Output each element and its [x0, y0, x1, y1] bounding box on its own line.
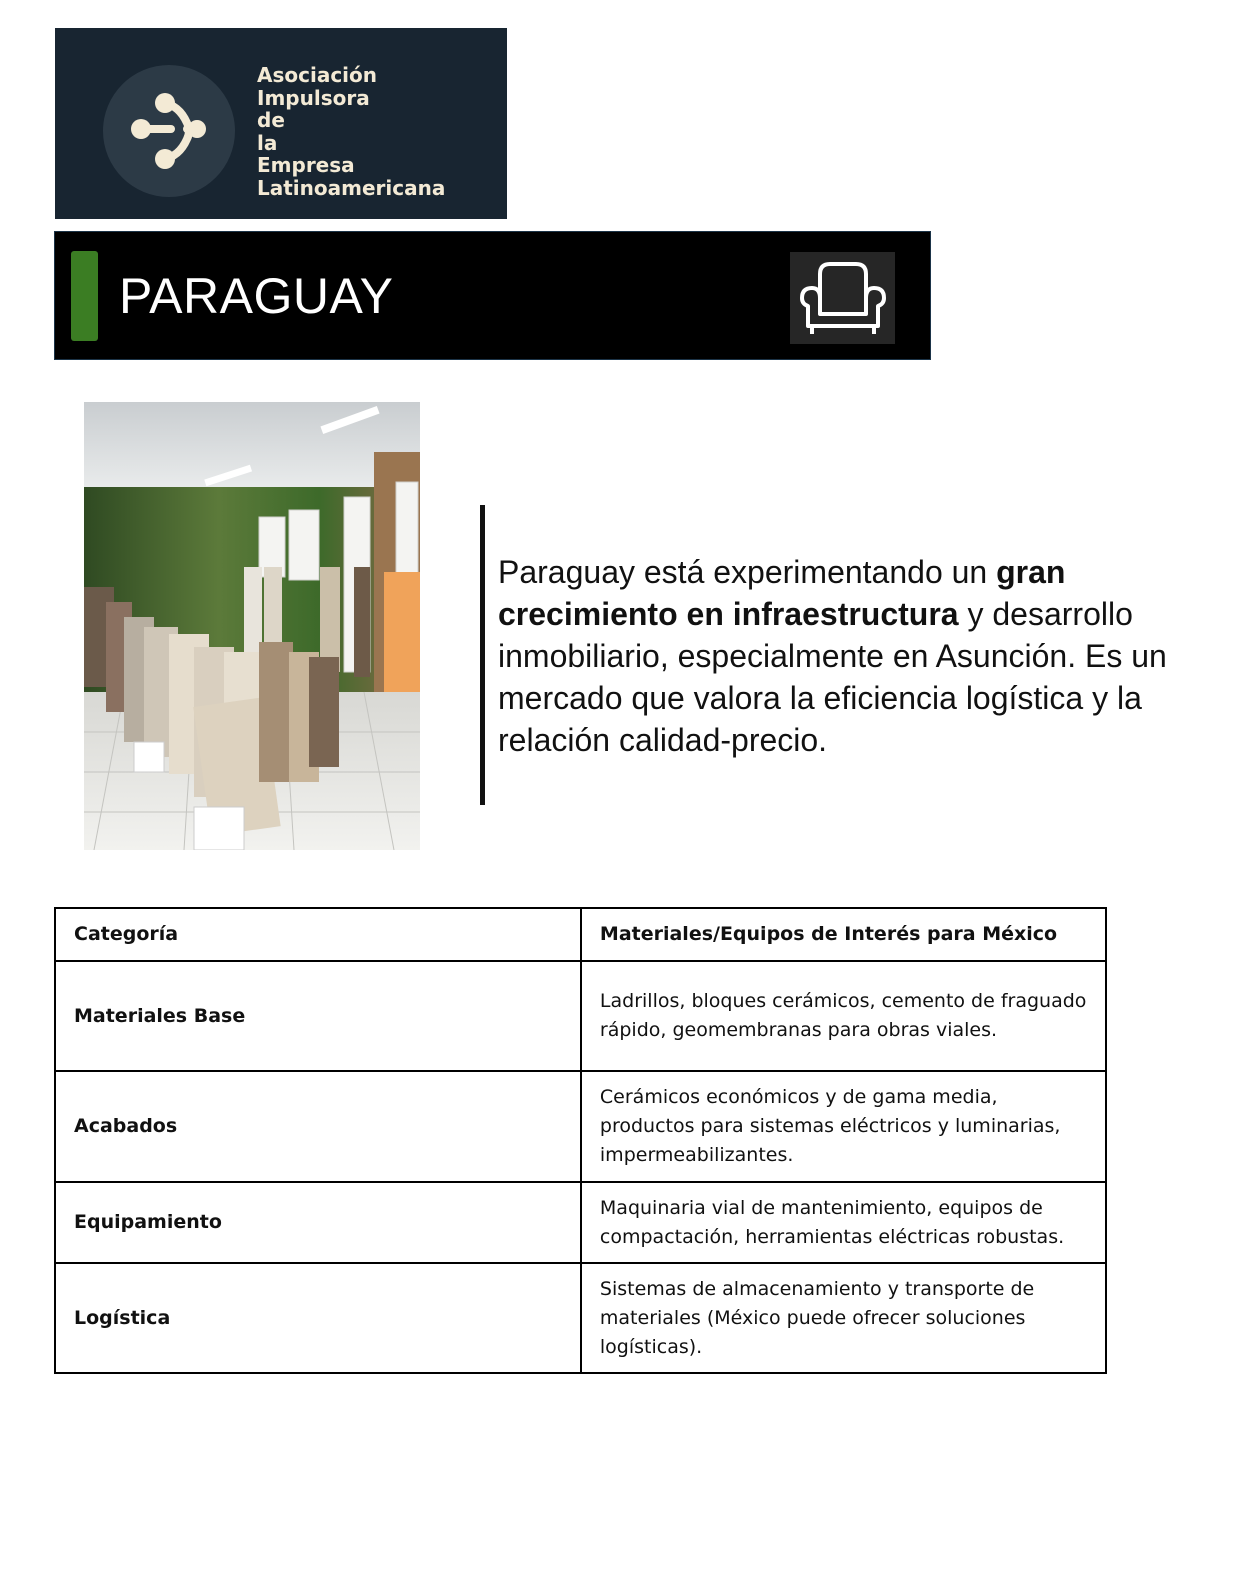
logo-line: Impulsora — [257, 85, 370, 110]
logo-line: de — [257, 108, 285, 132]
items-cell: Ladrillos, bloques cerámicos, cemento de fraguado rápido, geomembranas para obras viales. — [581, 961, 1106, 1071]
table-row — [55, 961, 1106, 1071]
page-title: PARAGUAY — [119, 268, 394, 324]
category-cell: Equipamiento — [55, 1182, 581, 1263]
organization-logo — [55, 28, 507, 219]
category-cell: Logística — [55, 1263, 581, 1373]
items-cell: Sistemas de almacenamiento y transporte de materiales (México puede ofrecer soluciones logísticas). — [581, 1263, 1106, 1373]
accent-stripe — [71, 251, 98, 341]
intro-emphasis: gran crecimiento en infraestructura — [498, 554, 1066, 632]
logo-line: la — [257, 130, 278, 155]
category-cell: Acabados — [55, 1071, 581, 1182]
quote-rule — [480, 505, 485, 805]
table-row — [55, 1071, 1106, 1182]
intro-paragraph — [498, 551, 1198, 761]
armchair-icon — [790, 252, 895, 344]
intro-text: Paraguay está experimentando un — [498, 554, 997, 590]
network-arrow-icon — [103, 65, 235, 197]
logo-line: Asociación — [257, 63, 378, 87]
column-header: Categoría — [55, 908, 581, 961]
category-cell: Materiales Base — [55, 961, 581, 1071]
items-cell: Maquinaria vial de mantenimiento, equipos de compactación, herramientas eléctricas robustas. — [581, 1182, 1106, 1263]
materials-table — [54, 907, 1107, 1374]
tile-showroom-photo — [84, 402, 420, 850]
table-row — [55, 1182, 1106, 1263]
items-cell: Cerámicos económicos y de gama media, productos para sistemas eléctricos y luminarias, impermeabilizantes. — [581, 1071, 1106, 1182]
country-header — [54, 231, 931, 360]
table-header-row — [55, 908, 1106, 961]
intro-text: y desarrollo inmobiliario, especialmente en Asunción. Es un mercado que valora la eficiencia logística y la relación calidad-precio. — [498, 596, 1167, 758]
organization-name — [257, 64, 497, 199]
logo-line: Empresa — [257, 153, 355, 177]
table-row — [55, 1263, 1106, 1373]
logo-line: Latinoamericana — [257, 175, 446, 200]
column-header: Materiales/Equipos de Interés para México — [581, 908, 1106, 961]
